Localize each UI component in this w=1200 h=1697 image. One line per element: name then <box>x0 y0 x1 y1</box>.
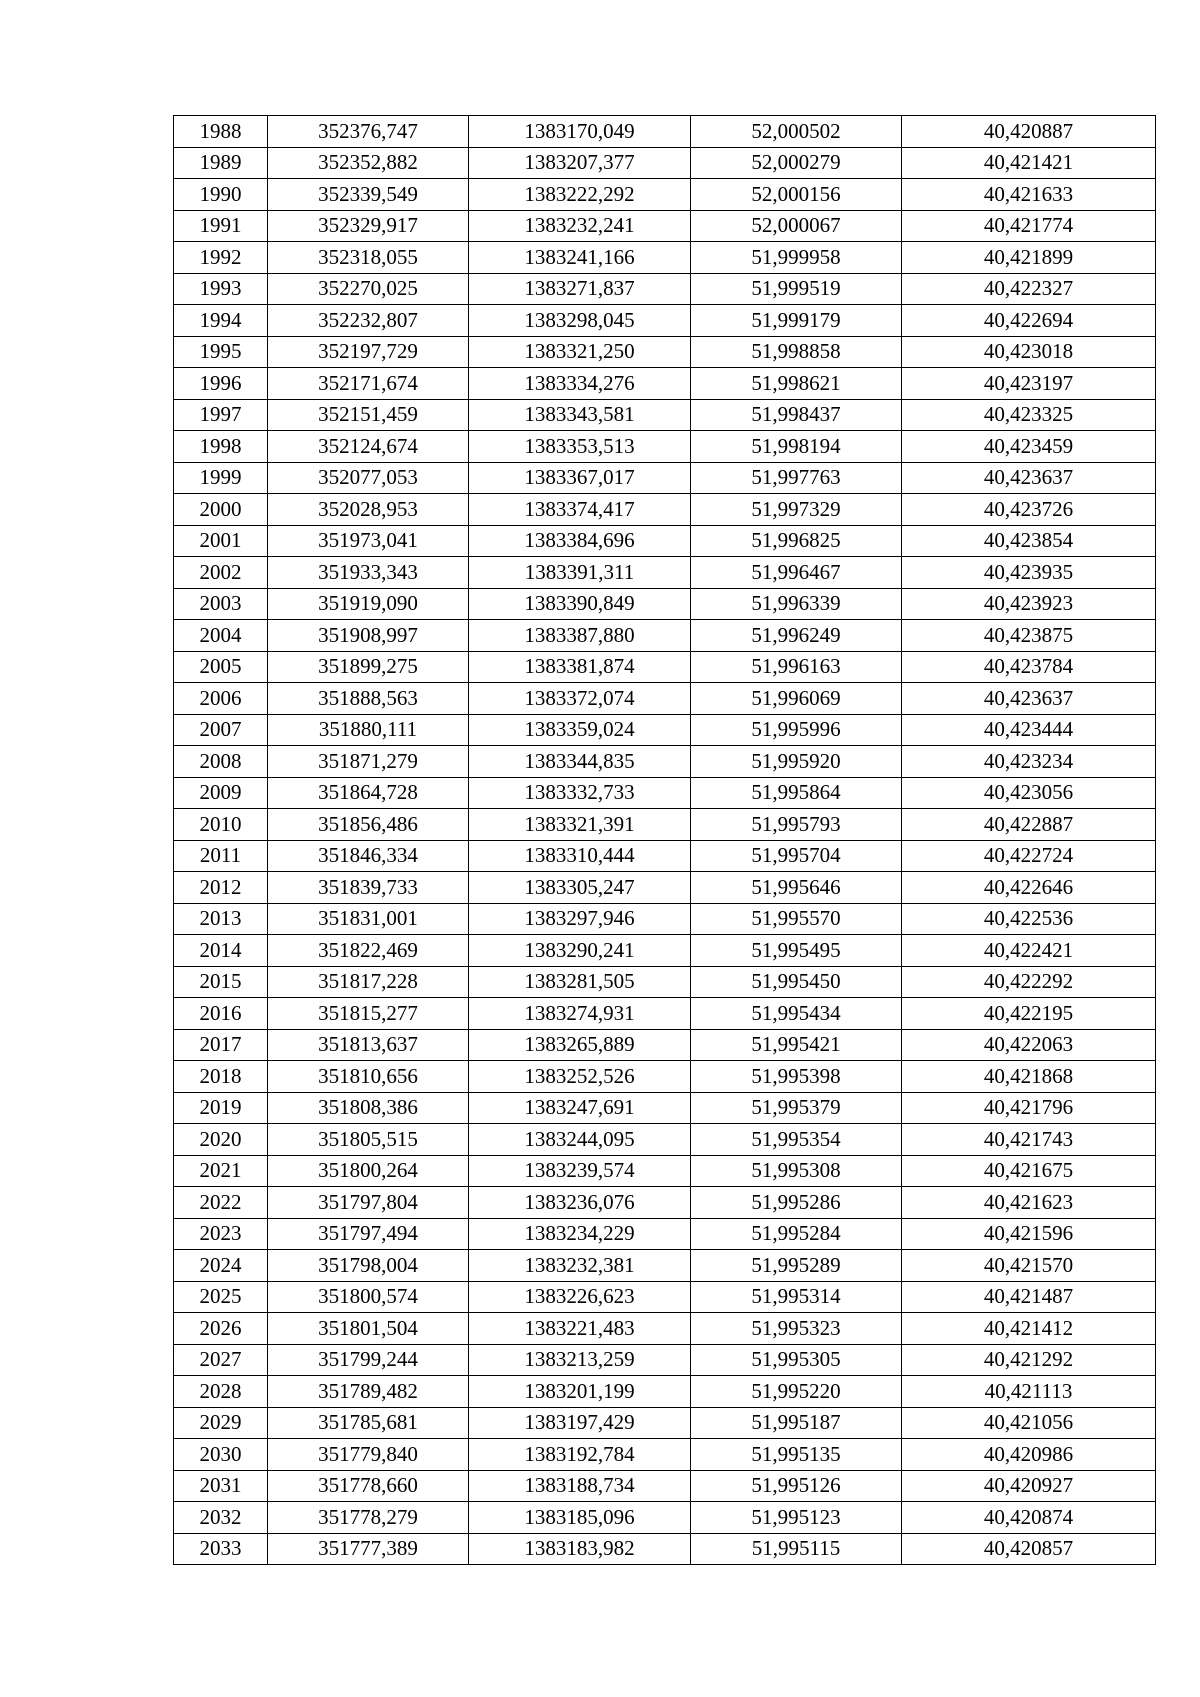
y-coordinate-cell: 1383384,696 <box>469 525 691 557</box>
value-a-cell: 51,995323 <box>691 1313 902 1345</box>
value-a-cell: 51,995354 <box>691 1124 902 1156</box>
table-row <box>174 494 1156 526</box>
value-b-cell: 40,420857 <box>902 1533 1156 1565</box>
table-row <box>174 1029 1156 1061</box>
table-row <box>174 399 1156 431</box>
year-cell: 2031 <box>174 1470 268 1502</box>
value-b-cell: 40,421113 <box>902 1376 1156 1408</box>
x-coordinate-cell: 351871,279 <box>268 746 469 778</box>
x-coordinate-cell: 351822,469 <box>268 935 469 967</box>
x-coordinate-cell: 351973,041 <box>268 525 469 557</box>
value-b-cell: 40,421421 <box>902 147 1156 179</box>
y-coordinate-cell: 1383367,017 <box>469 462 691 494</box>
x-coordinate-cell: 351810,656 <box>268 1061 469 1093</box>
x-coordinate-cell: 351800,264 <box>268 1155 469 1187</box>
y-coordinate-cell: 1383232,381 <box>469 1250 691 1282</box>
x-coordinate-cell: 351831,001 <box>268 903 469 935</box>
year-cell: 2028 <box>174 1376 268 1408</box>
value-a-cell: 51,998621 <box>691 368 902 400</box>
x-coordinate-cell: 352124,674 <box>268 431 469 463</box>
x-coordinate-cell: 351808,386 <box>268 1092 469 1124</box>
value-b-cell: 40,421796 <box>902 1092 1156 1124</box>
value-b-cell: 40,423197 <box>902 368 1156 400</box>
value-b-cell: 40,423637 <box>902 462 1156 494</box>
value-a-cell: 51,995864 <box>691 777 902 809</box>
year-cell: 2024 <box>174 1250 268 1282</box>
value-b-cell: 40,422694 <box>902 305 1156 337</box>
y-coordinate-cell: 1383274,931 <box>469 998 691 1030</box>
value-b-cell: 40,423459 <box>902 431 1156 463</box>
year-cell: 2025 <box>174 1281 268 1313</box>
value-a-cell: 51,997763 <box>691 462 902 494</box>
x-coordinate-cell: 351798,004 <box>268 1250 469 1282</box>
y-coordinate-cell: 1383271,837 <box>469 273 691 305</box>
value-a-cell: 52,000279 <box>691 147 902 179</box>
value-a-cell: 51,999519 <box>691 273 902 305</box>
value-b-cell: 40,421675 <box>902 1155 1156 1187</box>
x-coordinate-cell: 351799,244 <box>268 1344 469 1376</box>
y-coordinate-cell: 1383265,889 <box>469 1029 691 1061</box>
y-coordinate-cell: 1383290,241 <box>469 935 691 967</box>
value-b-cell: 40,421774 <box>902 210 1156 242</box>
value-a-cell: 52,000502 <box>691 116 902 148</box>
table-row <box>174 966 1156 998</box>
value-a-cell: 51,995220 <box>691 1376 902 1408</box>
x-coordinate-cell: 352171,674 <box>268 368 469 400</box>
x-coordinate-cell: 351908,997 <box>268 620 469 652</box>
value-a-cell: 51,998194 <box>691 431 902 463</box>
value-a-cell: 51,995123 <box>691 1502 902 1534</box>
year-cell: 1988 <box>174 116 268 148</box>
value-b-cell: 40,421743 <box>902 1124 1156 1156</box>
value-a-cell: 51,997329 <box>691 494 902 526</box>
y-coordinate-cell: 1383221,483 <box>469 1313 691 1345</box>
value-a-cell: 52,000067 <box>691 210 902 242</box>
x-coordinate-cell: 352151,459 <box>268 399 469 431</box>
value-a-cell: 51,995421 <box>691 1029 902 1061</box>
year-cell: 2029 <box>174 1407 268 1439</box>
year-cell: 2004 <box>174 620 268 652</box>
table-row <box>174 1092 1156 1124</box>
y-coordinate-cell: 1383332,733 <box>469 777 691 809</box>
x-coordinate-cell: 352028,953 <box>268 494 469 526</box>
year-cell: 2003 <box>174 588 268 620</box>
value-b-cell: 40,423875 <box>902 620 1156 652</box>
value-b-cell: 40,421899 <box>902 242 1156 274</box>
table-row <box>174 1439 1156 1471</box>
value-a-cell: 51,995646 <box>691 872 902 904</box>
table-row <box>174 1502 1156 1534</box>
value-b-cell: 40,422646 <box>902 872 1156 904</box>
y-coordinate-cell: 1383334,276 <box>469 368 691 400</box>
table-row <box>174 525 1156 557</box>
value-a-cell: 51,996467 <box>691 557 902 589</box>
x-coordinate-cell: 351846,334 <box>268 840 469 872</box>
y-coordinate-cell: 1383192,784 <box>469 1439 691 1471</box>
x-coordinate-cell: 351797,494 <box>268 1218 469 1250</box>
value-a-cell: 51,995126 <box>691 1470 902 1502</box>
value-a-cell: 51,995379 <box>691 1092 902 1124</box>
y-coordinate-cell: 1383241,166 <box>469 242 691 274</box>
table-row <box>174 305 1156 337</box>
x-coordinate-cell: 352077,053 <box>268 462 469 494</box>
x-coordinate-cell: 352270,025 <box>268 273 469 305</box>
year-cell: 2033 <box>174 1533 268 1565</box>
table-row <box>174 1250 1156 1282</box>
value-b-cell: 40,421633 <box>902 179 1156 211</box>
x-coordinate-cell: 351817,228 <box>268 966 469 998</box>
value-a-cell: 51,995398 <box>691 1061 902 1093</box>
value-b-cell: 40,421292 <box>902 1344 1156 1376</box>
year-cell: 2011 <box>174 840 268 872</box>
value-b-cell: 40,423854 <box>902 525 1156 557</box>
y-coordinate-cell: 1383390,849 <box>469 588 691 620</box>
year-cell: 1993 <box>174 273 268 305</box>
value-a-cell: 51,995187 <box>691 1407 902 1439</box>
value-a-cell: 51,999958 <box>691 242 902 274</box>
value-a-cell: 51,995996 <box>691 714 902 746</box>
value-a-cell: 51,999179 <box>691 305 902 337</box>
value-b-cell: 40,423923 <box>902 588 1156 620</box>
table-row <box>174 683 1156 715</box>
year-cell: 2019 <box>174 1092 268 1124</box>
year-cell: 2020 <box>174 1124 268 1156</box>
y-coordinate-cell: 1383381,874 <box>469 651 691 683</box>
value-b-cell: 40,422421 <box>902 935 1156 967</box>
x-coordinate-cell: 351779,840 <box>268 1439 469 1471</box>
y-coordinate-cell: 1383387,880 <box>469 620 691 652</box>
year-cell: 2027 <box>174 1344 268 1376</box>
y-coordinate-cell: 1383321,391 <box>469 809 691 841</box>
y-coordinate-cell: 1383232,241 <box>469 210 691 242</box>
x-coordinate-cell: 351839,733 <box>268 872 469 904</box>
table-row <box>174 557 1156 589</box>
x-coordinate-cell: 351856,486 <box>268 809 469 841</box>
value-b-cell: 40,422724 <box>902 840 1156 872</box>
table-body <box>174 116 1156 1565</box>
year-cell: 2009 <box>174 777 268 809</box>
year-cell: 1996 <box>174 368 268 400</box>
y-coordinate-cell: 1383353,513 <box>469 431 691 463</box>
year-cell: 1998 <box>174 431 268 463</box>
x-coordinate-cell: 351805,515 <box>268 1124 469 1156</box>
value-a-cell: 51,995920 <box>691 746 902 778</box>
table-row <box>174 872 1156 904</box>
x-coordinate-cell: 352339,549 <box>268 179 469 211</box>
y-coordinate-cell: 1383372,074 <box>469 683 691 715</box>
data-table <box>173 115 1156 1565</box>
table-row <box>174 1155 1156 1187</box>
year-cell: 2006 <box>174 683 268 715</box>
table-row <box>174 1218 1156 1250</box>
table-row <box>174 714 1156 746</box>
value-b-cell: 40,421487 <box>902 1281 1156 1313</box>
y-coordinate-cell: 1383222,292 <box>469 179 691 211</box>
table-row <box>174 242 1156 274</box>
y-coordinate-cell: 1383343,581 <box>469 399 691 431</box>
year-cell: 2002 <box>174 557 268 589</box>
value-b-cell: 40,421868 <box>902 1061 1156 1093</box>
y-coordinate-cell: 1383305,247 <box>469 872 691 904</box>
value-a-cell: 51,996163 <box>691 651 902 683</box>
y-coordinate-cell: 1383281,505 <box>469 966 691 998</box>
year-cell: 1994 <box>174 305 268 337</box>
y-coordinate-cell: 1383297,946 <box>469 903 691 935</box>
x-coordinate-cell: 351899,275 <box>268 651 469 683</box>
year-cell: 2000 <box>174 494 268 526</box>
year-cell: 2008 <box>174 746 268 778</box>
value-a-cell: 51,995305 <box>691 1344 902 1376</box>
x-coordinate-cell: 352329,917 <box>268 210 469 242</box>
table-row <box>174 116 1156 148</box>
y-coordinate-cell: 1383391,311 <box>469 557 691 589</box>
x-coordinate-cell: 351813,637 <box>268 1029 469 1061</box>
y-coordinate-cell: 1383170,049 <box>469 116 691 148</box>
table-row <box>174 1344 1156 1376</box>
value-a-cell: 51,995284 <box>691 1218 902 1250</box>
y-coordinate-cell: 1383236,076 <box>469 1187 691 1219</box>
x-coordinate-cell: 351778,279 <box>268 1502 469 1534</box>
value-b-cell: 40,423056 <box>902 777 1156 809</box>
value-b-cell: 40,422887 <box>902 809 1156 841</box>
table-row <box>174 935 1156 967</box>
year-cell: 1991 <box>174 210 268 242</box>
value-b-cell: 40,421570 <box>902 1250 1156 1282</box>
value-a-cell: 51,995450 <box>691 966 902 998</box>
year-cell: 1990 <box>174 179 268 211</box>
year-cell: 2014 <box>174 935 268 967</box>
x-coordinate-cell: 352352,882 <box>268 147 469 179</box>
y-coordinate-cell: 1383247,691 <box>469 1092 691 1124</box>
year-cell: 2007 <box>174 714 268 746</box>
y-coordinate-cell: 1383213,259 <box>469 1344 691 1376</box>
x-coordinate-cell: 351800,574 <box>268 1281 469 1313</box>
y-coordinate-cell: 1383310,444 <box>469 840 691 872</box>
year-cell: 2032 <box>174 1502 268 1534</box>
table-row <box>174 179 1156 211</box>
value-a-cell: 51,995308 <box>691 1155 902 1187</box>
y-coordinate-cell: 1383298,045 <box>469 305 691 337</box>
value-a-cell: 51,995793 <box>691 809 902 841</box>
table-row <box>174 273 1156 305</box>
year-cell: 2010 <box>174 809 268 841</box>
value-b-cell: 40,423935 <box>902 557 1156 589</box>
table-row <box>174 651 1156 683</box>
y-coordinate-cell: 1383239,574 <box>469 1155 691 1187</box>
value-b-cell: 40,422292 <box>902 966 1156 998</box>
table-row <box>174 588 1156 620</box>
y-coordinate-cell: 1383226,623 <box>469 1281 691 1313</box>
table-row <box>174 746 1156 778</box>
year-cell: 2017 <box>174 1029 268 1061</box>
value-b-cell: 40,421596 <box>902 1218 1156 1250</box>
table-row <box>174 336 1156 368</box>
year-cell: 2001 <box>174 525 268 557</box>
value-a-cell: 51,996825 <box>691 525 902 557</box>
table-row <box>174 1376 1156 1408</box>
table-row <box>174 147 1156 179</box>
x-coordinate-cell: 352232,807 <box>268 305 469 337</box>
value-b-cell: 40,420927 <box>902 1470 1156 1502</box>
value-b-cell: 40,423637 <box>902 683 1156 715</box>
year-cell: 2012 <box>174 872 268 904</box>
year-cell: 2030 <box>174 1439 268 1471</box>
year-cell: 2022 <box>174 1187 268 1219</box>
y-coordinate-cell: 1383244,095 <box>469 1124 691 1156</box>
table-row <box>174 1124 1156 1156</box>
value-b-cell: 40,423325 <box>902 399 1156 431</box>
y-coordinate-cell: 1383183,982 <box>469 1533 691 1565</box>
y-coordinate-cell: 1383359,024 <box>469 714 691 746</box>
value-b-cell: 40,423444 <box>902 714 1156 746</box>
value-a-cell: 51,996069 <box>691 683 902 715</box>
value-b-cell: 40,423726 <box>902 494 1156 526</box>
value-a-cell: 51,995286 <box>691 1187 902 1219</box>
value-a-cell: 51,995289 <box>691 1250 902 1282</box>
value-b-cell: 40,420986 <box>902 1439 1156 1471</box>
value-b-cell: 40,422327 <box>902 273 1156 305</box>
value-b-cell: 40,422195 <box>902 998 1156 1030</box>
year-cell: 2013 <box>174 903 268 935</box>
x-coordinate-cell: 352318,055 <box>268 242 469 274</box>
value-a-cell: 51,995495 <box>691 935 902 967</box>
y-coordinate-cell: 1383201,199 <box>469 1376 691 1408</box>
table-row <box>174 1470 1156 1502</box>
y-coordinate-cell: 1383374,417 <box>469 494 691 526</box>
x-coordinate-cell: 352197,729 <box>268 336 469 368</box>
y-coordinate-cell: 1383197,429 <box>469 1407 691 1439</box>
table-row <box>174 368 1156 400</box>
value-a-cell: 51,996249 <box>691 620 902 652</box>
table-row <box>174 431 1156 463</box>
table-row <box>174 840 1156 872</box>
x-coordinate-cell: 351789,482 <box>268 1376 469 1408</box>
value-a-cell: 51,995314 <box>691 1281 902 1313</box>
value-b-cell: 40,423018 <box>902 336 1156 368</box>
year-cell: 1992 <box>174 242 268 274</box>
x-coordinate-cell: 351880,111 <box>268 714 469 746</box>
x-coordinate-cell: 352376,747 <box>268 116 469 148</box>
x-coordinate-cell: 351785,681 <box>268 1407 469 1439</box>
x-coordinate-cell: 351797,804 <box>268 1187 469 1219</box>
x-coordinate-cell: 351933,343 <box>268 557 469 589</box>
table-row <box>174 998 1156 1030</box>
y-coordinate-cell: 1383234,229 <box>469 1218 691 1250</box>
value-a-cell: 51,995434 <box>691 998 902 1030</box>
year-cell: 1999 <box>174 462 268 494</box>
value-a-cell: 51,998858 <box>691 336 902 368</box>
value-a-cell: 51,995570 <box>691 903 902 935</box>
value-b-cell: 40,420887 <box>902 116 1156 148</box>
value-b-cell: 40,421623 <box>902 1187 1156 1219</box>
y-coordinate-cell: 1383252,526 <box>469 1061 691 1093</box>
x-coordinate-cell: 351888,563 <box>268 683 469 715</box>
value-a-cell: 52,000156 <box>691 179 902 211</box>
table-row <box>174 1407 1156 1439</box>
year-cell: 2023 <box>174 1218 268 1250</box>
year-cell: 2026 <box>174 1313 268 1345</box>
year-cell: 2016 <box>174 998 268 1030</box>
value-a-cell: 51,995704 <box>691 840 902 872</box>
year-cell: 1995 <box>174 336 268 368</box>
x-coordinate-cell: 351864,728 <box>268 777 469 809</box>
table-row <box>174 462 1156 494</box>
x-coordinate-cell: 351919,090 <box>268 588 469 620</box>
table-row <box>174 1281 1156 1313</box>
value-b-cell: 40,420874 <box>902 1502 1156 1534</box>
table-row <box>174 1313 1156 1345</box>
x-coordinate-cell: 351815,277 <box>268 998 469 1030</box>
value-b-cell: 40,421056 <box>902 1407 1156 1439</box>
year-cell: 1989 <box>174 147 268 179</box>
year-cell: 2015 <box>174 966 268 998</box>
table-row <box>174 809 1156 841</box>
value-b-cell: 40,422063 <box>902 1029 1156 1061</box>
x-coordinate-cell: 351778,660 <box>268 1470 469 1502</box>
x-coordinate-cell: 351777,389 <box>268 1533 469 1565</box>
y-coordinate-cell: 1383185,096 <box>469 1502 691 1534</box>
value-b-cell: 40,421412 <box>902 1313 1156 1345</box>
year-cell: 2018 <box>174 1061 268 1093</box>
table-row <box>174 620 1156 652</box>
year-cell: 2005 <box>174 651 268 683</box>
year-cell: 1997 <box>174 399 268 431</box>
value-a-cell: 51,995115 <box>691 1533 902 1565</box>
value-a-cell: 51,995135 <box>691 1439 902 1471</box>
y-coordinate-cell: 1383188,734 <box>469 1470 691 1502</box>
y-coordinate-cell: 1383207,377 <box>469 147 691 179</box>
table-row <box>174 1533 1156 1565</box>
value-b-cell: 40,423784 <box>902 651 1156 683</box>
table-row <box>174 777 1156 809</box>
table-row <box>174 1061 1156 1093</box>
table-row <box>174 903 1156 935</box>
y-coordinate-cell: 1383344,835 <box>469 746 691 778</box>
x-coordinate-cell: 351801,504 <box>268 1313 469 1345</box>
year-cell: 2021 <box>174 1155 268 1187</box>
value-b-cell: 40,423234 <box>902 746 1156 778</box>
value-b-cell: 40,422536 <box>902 903 1156 935</box>
table-row <box>174 1187 1156 1219</box>
table-row <box>174 210 1156 242</box>
y-coordinate-cell: 1383321,250 <box>469 336 691 368</box>
value-a-cell: 51,996339 <box>691 588 902 620</box>
value-a-cell: 51,998437 <box>691 399 902 431</box>
